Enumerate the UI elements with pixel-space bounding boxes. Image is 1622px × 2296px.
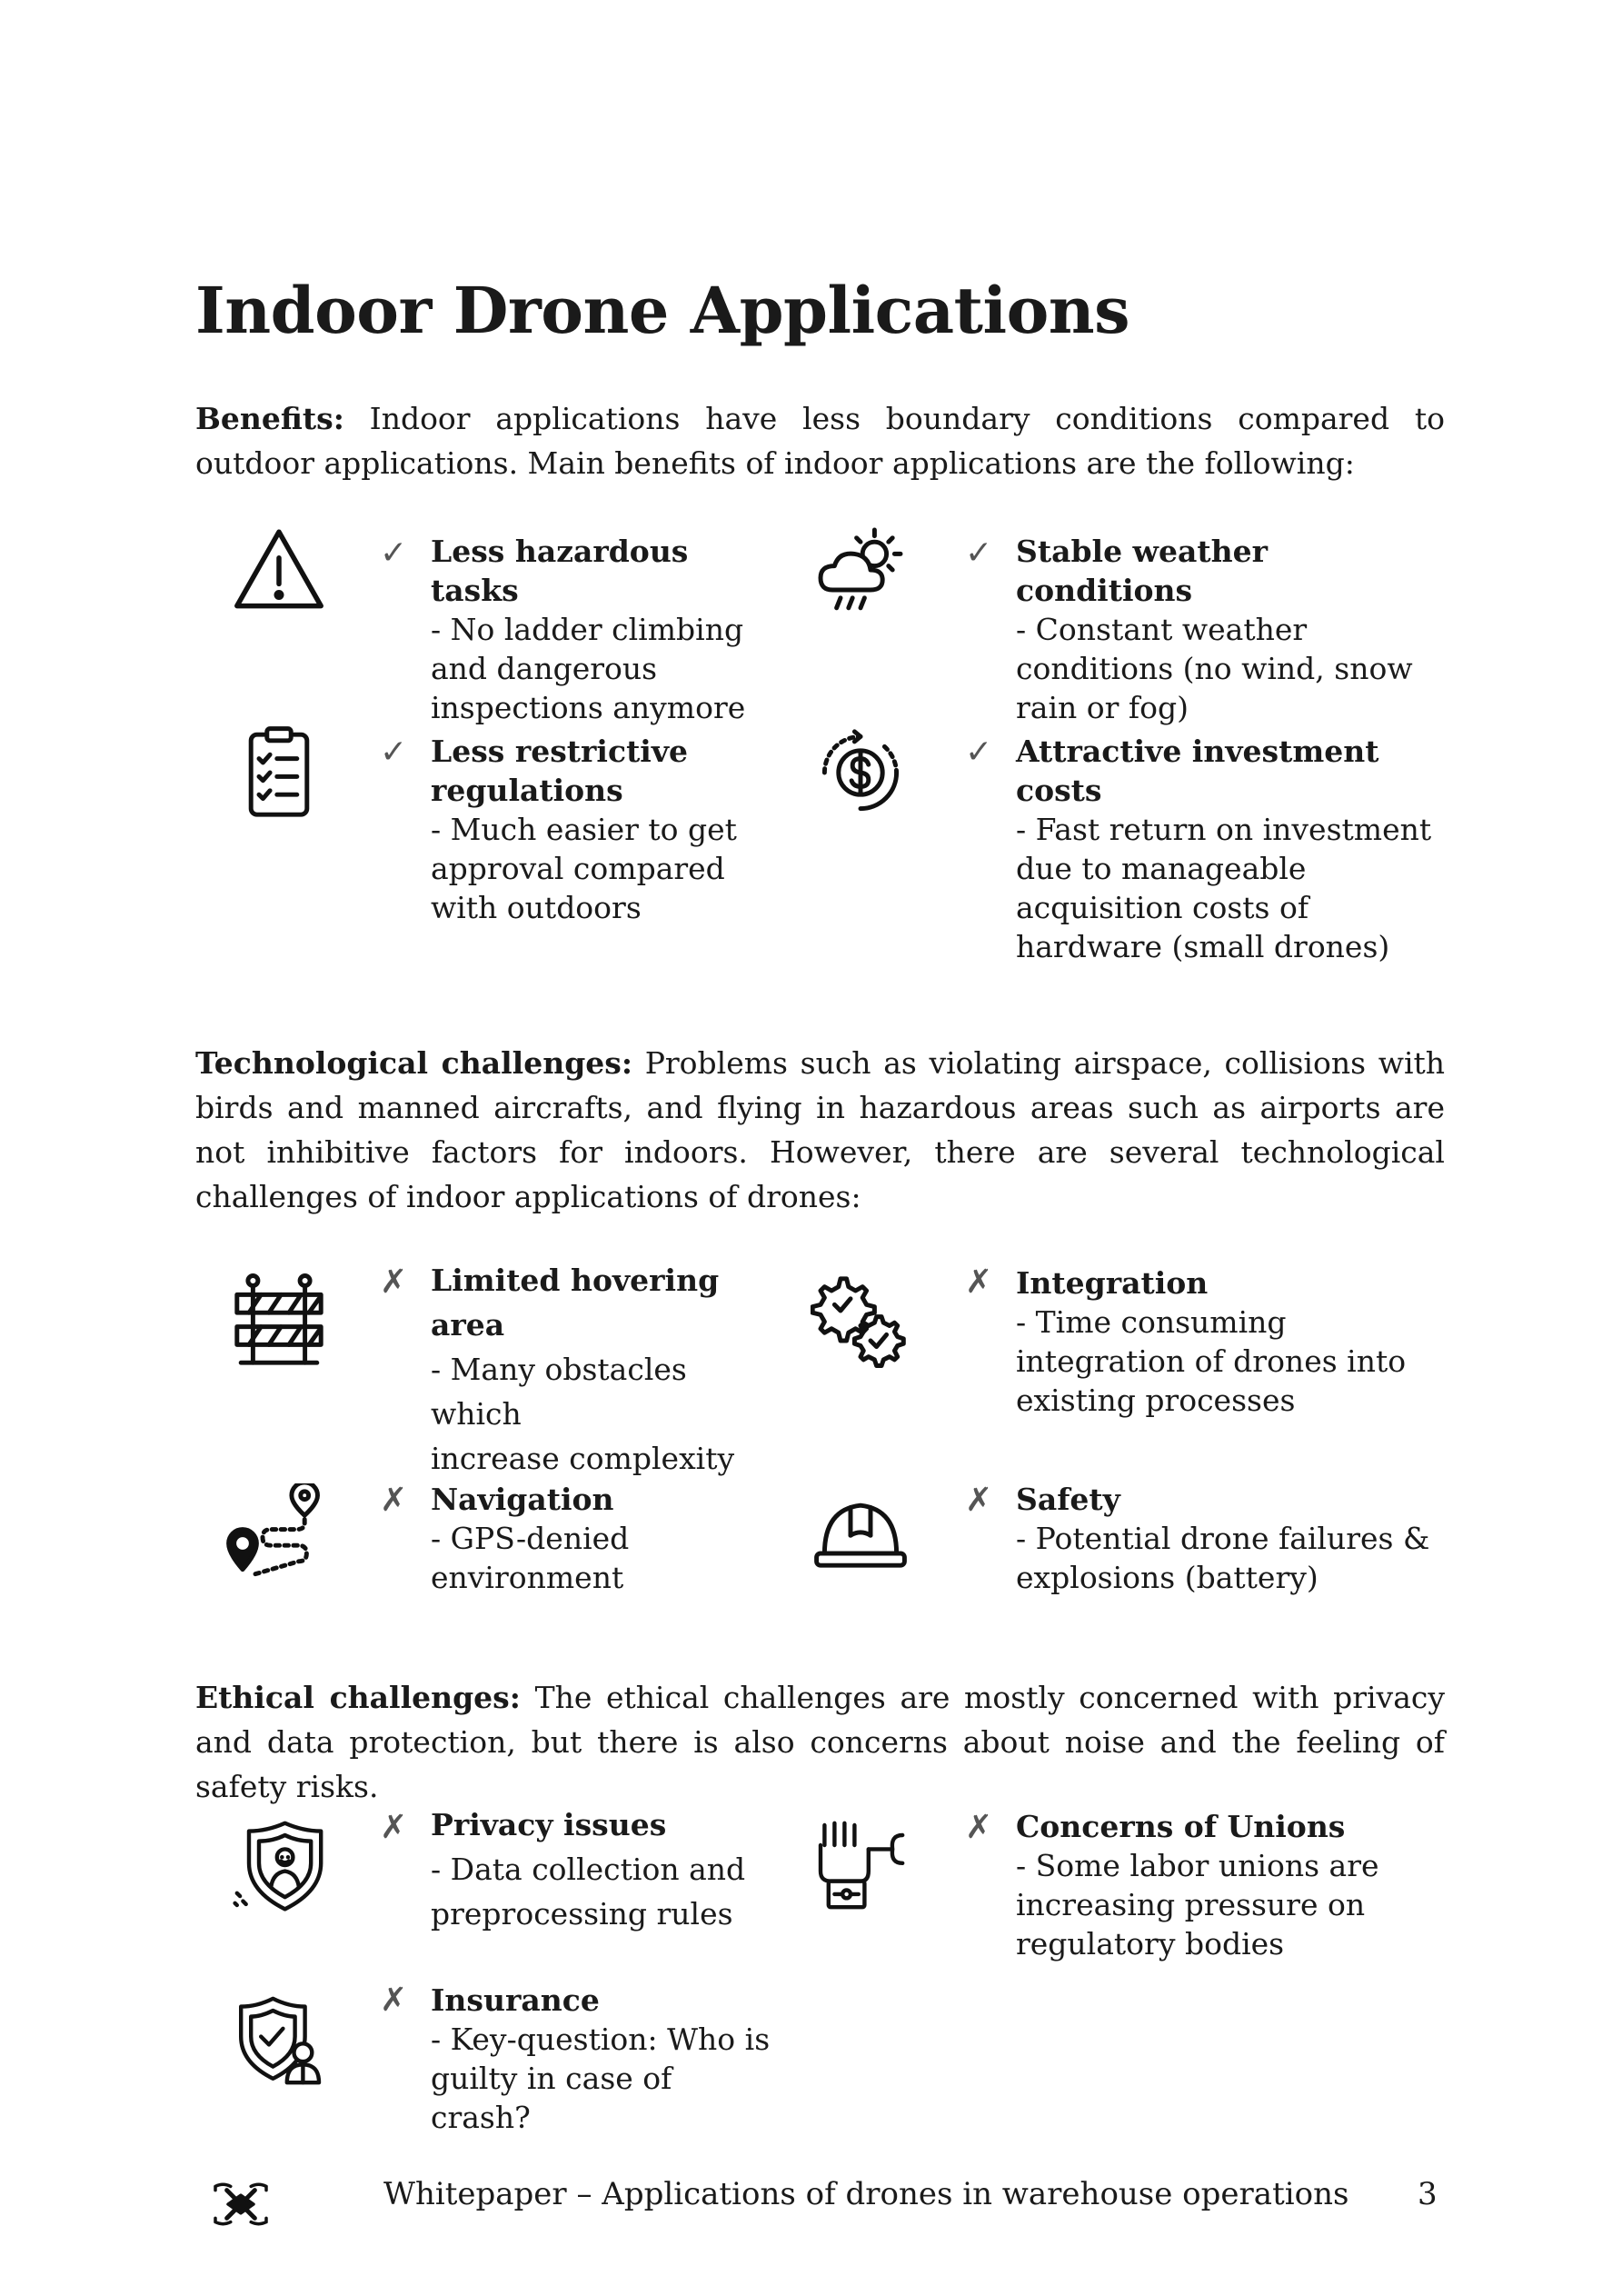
cross-mark: ✗ [380, 1809, 408, 1846]
route-pins-icon [223, 1483, 323, 1583]
check-mark: ✓ [965, 534, 993, 572]
benefit-heading: Less restrictive regulations [431, 734, 689, 808]
checklist-clipboard-icon [229, 723, 329, 823]
challenge-text [431, 1258, 776, 1481]
barrier-icon [229, 1271, 329, 1371]
check-mark: ✓ [380, 534, 408, 572]
ethical-heading: Concerns of Unions [1016, 1809, 1346, 1844]
benefit-heading: Attractive investment costs [1016, 734, 1379, 808]
challenge-text [431, 1480, 776, 1597]
cross-mark: ✗ [380, 1263, 408, 1301]
ethical-heading: Privacy issues [431, 1807, 667, 1842]
benefit-text [431, 532, 776, 727]
benefit-description: - Fast return on investment due to manageable acquisition costs of hardware (small drones) [1016, 812, 1432, 964]
benefit-description: - Constant weather conditions (no wind, snow rain or fog) [1016, 612, 1413, 725]
benefits-label: Benefits: [195, 401, 344, 436]
page-number: 3 [1418, 2176, 1438, 2212]
challenge-description: - Time consuming integration of drones into existing processes [1016, 1304, 1407, 1418]
check-mark: ✓ [380, 734, 408, 771]
ethical-challenges-paragraph [195, 1675, 1445, 1809]
benefit-heading: Less hazardous tasks [431, 534, 689, 608]
ethical-text [1016, 1807, 1443, 1963]
drone-icon [209, 2172, 273, 2236]
benefit-description: - No ladder climbing and dangerous inspections anymore [431, 612, 746, 725]
dollar-cycle-icon [811, 723, 911, 823]
benefit-text [1016, 532, 1443, 727]
tech-challenges-label: Technological challenges: [195, 1045, 633, 1081]
ethical-text [431, 1802, 776, 1936]
ethical-description: - Key-question: Who is guilty in case of crash? [431, 2021, 771, 2135]
check-mark: ✓ [965, 734, 993, 771]
hard-hat-icon [811, 1483, 911, 1583]
cross-mark: ✗ [965, 1809, 993, 1846]
cross-mark: ✗ [380, 1982, 408, 2019]
benefit-text [1016, 732, 1443, 966]
challenge-heading: Navigation [431, 1482, 614, 1517]
benefits-text: Indoor applications have less boundary conditions compared to outdoor applications. Main benefits of indoor applications are the following: [195, 401, 1445, 481]
privacy-shield-icon [229, 1815, 329, 1915]
ethical-challenges-label: Ethical challenges: [195, 1680, 521, 1715]
ethical-text [431, 1981, 776, 2137]
challenge-heading: Limited hovering area [431, 1263, 720, 1343]
challenge-description: - Potential drone failures & explosions (battery) [1016, 1521, 1430, 1595]
insurance-shield-icon [229, 1991, 329, 2091]
gears-check-icon [811, 1271, 911, 1371]
footer-title: Whitepaper – Applications of drones in warehouse operations [383, 2176, 1349, 2212]
tech-challenges-paragraph [195, 1041, 1445, 1219]
ethical-heading: Insurance [431, 1982, 600, 2018]
fist-wrench-icon [811, 1815, 911, 1915]
sun-cloud-rain-icon [811, 520, 911, 620]
benefit-description: - Much easier to get approval compared with outdoors [431, 812, 737, 925]
challenge-heading: Safety [1016, 1482, 1120, 1517]
ethical-description: - Some labor unions are increasing pressure on regulatory bodies [1016, 1848, 1379, 1962]
benefits-paragraph [195, 396, 1445, 485]
ethical-description: - Data collection and preprocessing rules [431, 1852, 746, 1932]
warning-triangle-icon [229, 520, 329, 620]
ethical-challenges-text: The ethical challenges are mostly concerned with privacy and data protection, but there is also concerns about noise and the feeling of safety risks. [195, 1680, 1445, 1804]
tech-challenges-text: Problems such as violating airspace, collisions with birds and manned aircrafts, and flying in hazardous areas such as airports are not inhibitive factors for indoors. However, there are several technological challenges of indoor applications of drones: [195, 1045, 1446, 1214]
benefit-heading: Stable weather conditions [1016, 534, 1268, 608]
challenge-heading: Integration [1016, 1265, 1209, 1301]
cross-mark: ✗ [380, 1482, 408, 1519]
page-title: Indoor Drone Applications [195, 273, 1130, 348]
challenge-text [1016, 1480, 1443, 1597]
benefit-text [431, 732, 776, 927]
challenge-description: - GPS-denied environment [431, 1521, 630, 1595]
cross-mark: ✗ [965, 1482, 993, 1519]
challenge-description: - Many obstacles which increase complexity [431, 1352, 735, 1476]
cross-mark: ✗ [965, 1263, 993, 1301]
challenge-text [1016, 1263, 1443, 1420]
